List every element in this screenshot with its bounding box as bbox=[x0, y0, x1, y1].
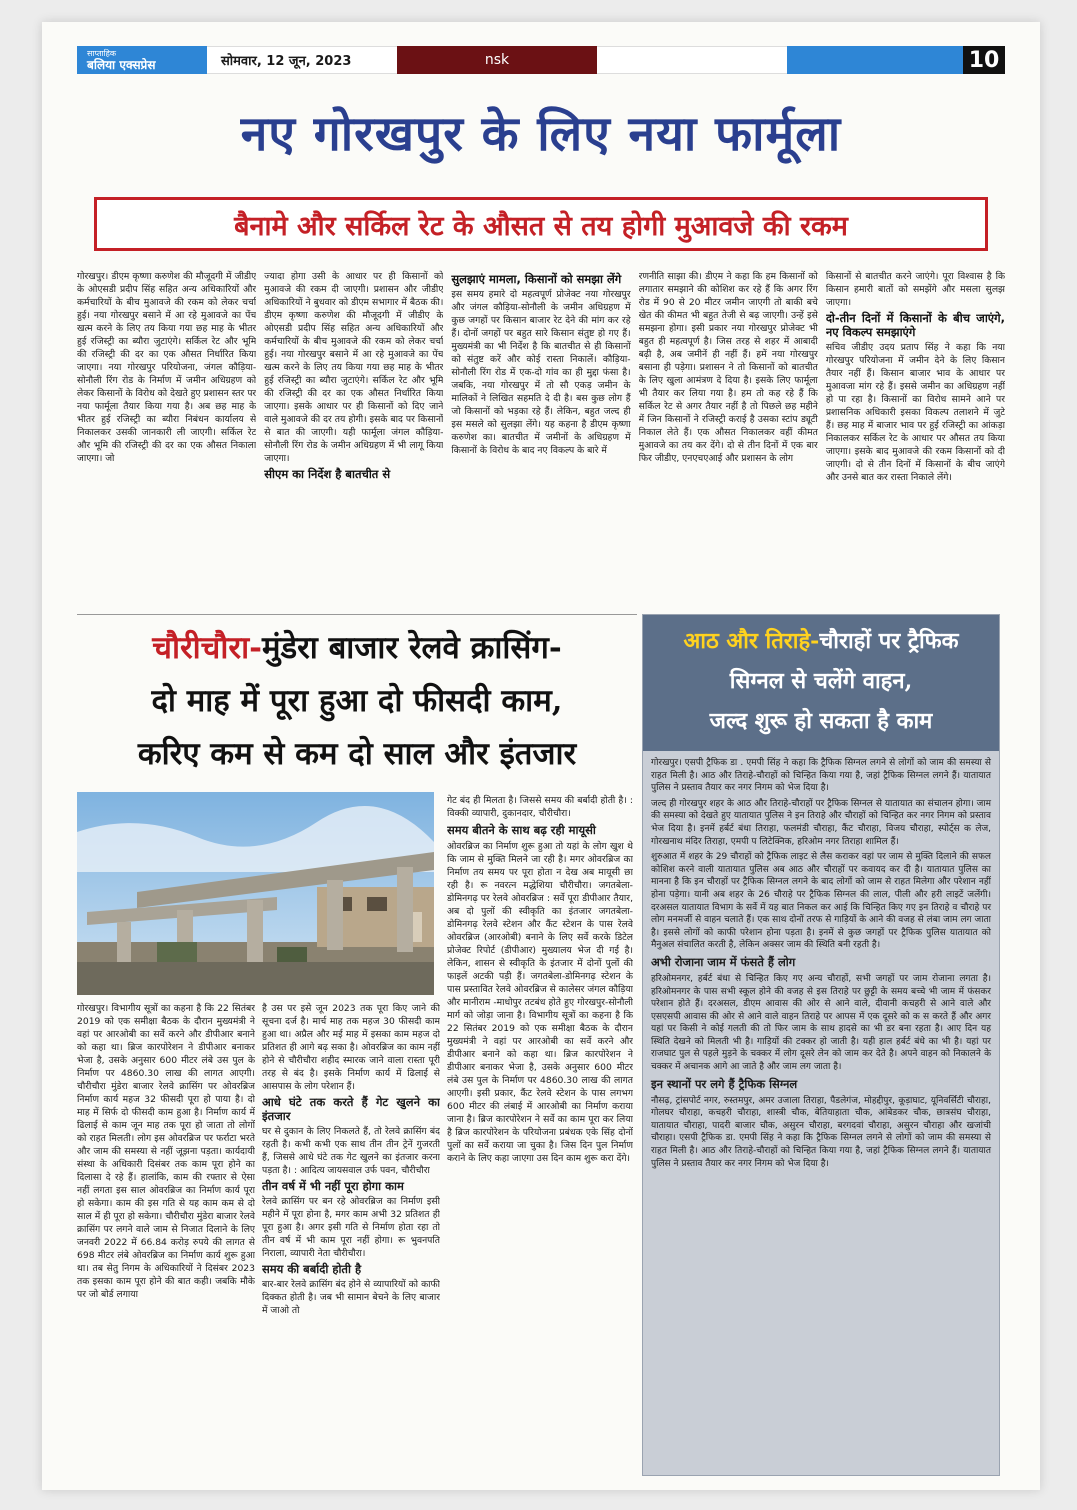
masthead bbox=[77, 46, 1005, 74]
masthead-band bbox=[787, 46, 963, 74]
story2-headline-line3: करिए कम से कम दो साल और इंतजार bbox=[137, 736, 577, 772]
story2-col3-text-b: ओवरब्रिज का निर्माण शुरू हुआ तो यहां के लोग खुश थे कि जाम से मुक्ति मिलने जा रही है। मगर ओवरब्रिज का निर्माण तय समय पर पूरा होता न देख अब मायूसी छा रही है। रू नवरत्न मद्धेशिया चौरीचौरा। जगतबेला- डोमिनगढ़ पर रेलवे ओवरब्रिज : सर्वे पूरा डीपीआर तैयार, अब दो पुलों की स्वीकृति का इंतजार जगतबेला-डोमिनगढ़ रेलवे स्टेशन और कैंट स्टेशन के पास रेलवे ओवरब्रिज (आरओबी) बनाने के लिए सर्वे करके डिटेल प्रोजेक्ट रिपोर्ट (डीपीआर) मुख्यालय भेज दी गई है। लेकिन, शासन से स्वीकृति के इंतजार में दोनों पुलों की फाइलें अटकी पड़ी हैं। जगतबेला-डोमिनगढ़ स्टेशन के पास प्रस्तावित रेलवे ओवरब्रिज से कालेसर जंगल कौड़िया और मानीराम -माधोपुर तटबंध होते हुए गोरखपुर-सोनौली मार्ग को जोड़ा जाना है। विभागीय सूत्रों का कहना है कि 22 सितंबर 2019 को एक समीक्षा बैठक के दौरान मुख्यमंत्री ने वहां पर आरओबी का सर्वे करने और डीपीआर बनाने को कहा था। ब्रिज कारपोरेशन ने डीपीआर बनाकर भेजा है, उसके अनुसार 600 मीटर लंबे उस पुल के निर्माण पर 4860.30 लाख की लागत आएगी। इसी प्रकार, कैंट रेलवे स्टेशन के पास लगभग 600 मीटर की लंबाई में आरओबी का निर्माण कराया जाना है। ब्रिज कारपोरेशन ने सर्वे का काम पूरा कर लिया है ब्रिज कारपोरेशन के परियोजना प्रबंधक एके सिंह दोनों पुलों का सर्वे कराया जा चुका है। जिस दिन पुल निर्माण कराने के लिए कहा जाएगा उस दिन काम शुरू करा देंगे। bbox=[447, 841, 633, 1164]
story1-col5-text-a: किसानों से बातचीत करने जाएंगे। पूरा विश्वास है कि किसान हमारी बातों को समझेंगे और मसला सुलझ जाएगा। bbox=[825, 271, 1006, 308]
masthead-spacer bbox=[597, 46, 787, 74]
story2-headline-line1: मुंडेरा बाजार रेलवे क्रासिंग- bbox=[261, 630, 562, 666]
story2-headline-red: चौरीचौरा- bbox=[152, 630, 262, 666]
story1-col5-heading: दो-तीन दिनों में किसानों के बीच जाएंगे, नए विकल्प समझाएंगे bbox=[825, 311, 1006, 339]
page-number: 10 bbox=[963, 46, 1005, 74]
story2-col2-text-b: घर से दुकान के लिए निकलते हैं, तो रेलवे क्रासिंग बंद रहती है। कभी कभी एक साथ तीन तीन ट्रेनें गुजरती हैं, जिससे आधे घंटे तक गेट खुलने का इंतजार करना पड़ता है। : आदित्य जायसवाल उर्फ पवन, चौरीचौरा bbox=[262, 1126, 440, 1176]
story2-col2-text-d: बार-बार रेलवे क्रासिंग बंद होने से व्यापारियों को काफी दिक्कत होती है। जब भी सामान बेचने के लिए बाजार में जाओ तो bbox=[262, 1279, 440, 1316]
traffic-signal-story-box bbox=[642, 614, 1000, 1476]
story2-col2-text-c: रेलवे क्रासिंग पर बन रहे ओवरब्रिज का निर्माण इसी महीने में पूरा होना है, मगर काम अभी 32 प्रतिशत ही पूरा हुआ है। अगर इसी गति से निर्माण होता रहा तो तीन वर्ष में भी काम पूरा नहीं होगा। रू भुवनपति निराला, व्यापारी नेता चौरीचौरा। bbox=[262, 1196, 440, 1259]
story1-col4-text: रणनीति साझा की। डीएम ने कहा कि हम किसानों को लगातार समझाने की कोशिश कर रहे हैं कि अगर रिंग रोड में 90 से 20 मीटर जमीन जाएगी तो बाकी बचे खेत की कीमत भी बहुत तेजी से बढ़ जाएगी। उन्हें इसे समझना होगा। इसी प्रकार नया गोरखपुर प्रोजेक्ट भी बहुत ही महत्वपूर्ण है। जिस तरह से शहर में आबादी बढ़ी है, अब जमीनें ही नहीं हैं। हमें नया गोरखपुर बसाना ही पड़ेगा। प्रशासन ने तो किसानों को बातचीत के लिए खुला आमंत्रण दे दिया है। इसके लिए फार्मूला भी तैयार कर लिया गया है। हम तो कह रहे हैं कि सर्किल रेट से अगर तैयार नहीं है तो पिछले छह महीने में जिन किसानों ने रजिस्ट्री कराई है उसका स्टांप ड्यूटी निकाल लेते हैं। एक औसत निकालकर वहीं कीमत मुआवजे का तय कर देंगे। दो से तीन दिनों में एक बार फिर जीडीए, एनएचएआई और प्रशासन के लोग bbox=[638, 271, 818, 464]
story1-col1-text: गोरखपुर। डीएम कृष्णा करुणेश की मौजूदगी में जीडीए के ओएसडी प्रदीप सिंह सहित अन्य अधिकारियों और कर्मचारियों के बीच मुआवजे की रकम को लेकर चर्चा हुई। नया गोरखपुर बसाने में आ रहे मुआवजे का पेंच खत्म करने के लिए तय किया गया छह माह के भीतर हुई रजिस्ट्री का ब्यौरा जुटाएंगे। सर्किल रेट और भूमि की रजिस्ट्री की दर का एक औसत निर्धारित किया जाएगा। नया गोरखपुर परियोजना, जंगल कौड़िया-सोनौली रिंग रोड के निर्माण में जमीन अधिग्रहण को लेकर किसानों के विरोध को देखते हुए प्रशासन स्तर पर नया फार्मूला तैयार किया गया है। अब छह माह के भीतर हुई रजिस्ट्री का ब्यौरा निबंधन कार्यालय से निकालकर उसकी जानकारी ली जाएगी। सर्किल रेट और भूमि की रजिस्ट्री की दर का एक औसत निकाला जाएगा। जो bbox=[77, 271, 257, 464]
story2-col3-heading: समय बीतने के साथ बढ़ रही मायूसी bbox=[447, 823, 596, 837]
newspaper-logo bbox=[77, 46, 207, 74]
story1-col3-text: इस समय हमारे दो महत्वपूर्ण प्रोजेक्ट नया गोरखपुर और जंगल कौड़िया-सोनौली के जमीन अधिग्रहण में कुछ जगहों पर किसान बाजार रेट देने की मांग कर रहे हैं। दोनों जगहों पर बहुत सारे किसान संतुष्ट हो गए हैं। मुख्यमंत्री का भी निर्देश है कि बातचीत से ही किसानों को संतुष्ट करें और कोई रास्ता निकालें। कौड़िया-सोनौली रिंग रोड में एक-दो गांव का ही मुद्दा फंसा है। जबकि, नया गोरखपुर में तो सौ एकड़ जमीन के मालिकों ने लिखित सहमति दे दी है। बस कुछ लोग हैं जो किसानों को भड़का रहे हैं। लेकिन, बहुत जल्द ही इस मसले को सुलझा लेंगे। यह कहना है डीएम कृष्णा करुणेश का। बातचीत में जमीनों के अधिग्रहण में किसानों के विरोध के बाद नए विकल्प के बारे में bbox=[451, 289, 631, 456]
story1-column-4 bbox=[639, 270, 818, 608]
newspaper-page bbox=[42, 22, 1040, 1490]
logo-tagline: साप्ताहिक bbox=[87, 48, 117, 58]
story2-col2-text-a: है उस पर इसे जून 2023 तक पूरा किए जाने की सूचना दर्ज है। मार्च माह तक महज 30 फीसदी काम हुआ था। अप्रैल और मई माह में इसका काम महज दो प्रतिशत ही आगे बढ़ सका है। ओवरब्रिज का काम नहीं होने से चौरीचौरा शहीद स्मारक जाने वाला रास्ता पूरी तरह से बंद है। इसके निर्माण कार्य में ढिलाई से आसपास के लोग परेशान हैं। bbox=[262, 1003, 440, 1092]
story3-headline-1: चौराहों पर ट्रैफिक bbox=[819, 628, 959, 654]
story2-column-3 bbox=[447, 794, 633, 1464]
story1-column-2 bbox=[264, 270, 443, 608]
main-subheadline: बैनामे और सर्किल रेट के औसत से तय होगी मुआवजे की रकम bbox=[94, 197, 988, 251]
story3-para-3: शुरुआत में शहर के 29 चौराहों को ट्रैफिक लाइट से लैस कराकर वहां पर जाम से मुक्ति दिलाने की सफल कोशिश करने वाली यातायात पुलिस अब आठ और चौराहों पर कवायद कर दी है। यातायात पुलिस का मानना है कि इन चौराहों पर ट्रैफिक सिग्नल लगने के बाद लोगों को जाम से राहत मिलेगा और परेशान नहीं होना पड़ेगा। यानी अब शहर के 26 चौराहे पर ट्रैफिक सिग्नल की लाल, पीली और हरी लाइटें जलेंगी। दरअसल यातायात विभाग के सर्वे में यह बात निकल कर आई कि चिन्हित किए गए इन तिराहे व चौराहे पर लोग मनमर्जी से वाहन चलाते हैं। एक साथ दोनों तरफ से गाड़ियों के आने की वजह से लंबा जाम लग जाता है। इससे लोगों को काफी परेशान होना पड़ता है। इनमें से कुछ जगहों पर ट्रैफिक पुलिस यातायात को मैनुअल संचालित करती है, लेकिन अक्सर जाम की स्थिति बनी रहती है। bbox=[651, 852, 991, 951]
story3-headline bbox=[643, 615, 999, 751]
story1-column-3 bbox=[451, 270, 630, 608]
story1-columns bbox=[77, 270, 1005, 608]
edition-label: nsk bbox=[397, 46, 597, 74]
overbridge-photo bbox=[77, 792, 434, 995]
story2-column-1 bbox=[77, 1002, 255, 1472]
story1-col2-heading: सीएम का निर्देश है बातचीत से bbox=[264, 467, 391, 481]
story3-headline-3: जल्द शुरू हो सकता है काम bbox=[709, 708, 933, 734]
story2-headline bbox=[77, 622, 637, 781]
story2-col2-heading-1: आधे घंटे तक करते हैं गेट खुलने का इंतजार bbox=[262, 1095, 440, 1123]
story2-column-2 bbox=[262, 1002, 440, 1472]
story3-para-4: हरिओमनगर, हर्बर्ट बंधा से चिन्हित किए गए अन्य चौराहों, सभी जगहों पर जाम रोजाना लगता है। हरिओमनगर के पास सभी स्कूल होने की वजह से इस तिराहे पर छुट्टी के समय बच्चे भी जाम में फंसकर परेशान होते हैं। दरअसल, डीएम आवास की ओर से आने वाले, दीवानी कचहरी से आने वाले और एसएसपी आवास की ओर से आने वाले वाहन तिराहे पर आपस में एक दूसरे को क स करते हैं और अगर यहां पर किसी ने कोई गलती की तो फिर जाम के साथ हादसे का भी डर बना रहता है। आए दिन यह स्थिति देखने को मिलती भी है। गाड़ियों की टक्कर हो जाती है। यही हाल हर्बर्ट बंधे का भी है। यहां पर राजघाट पुल से पहले मुड़ने के चक्कर में लोग दूसरे लेन को जाम कर देते है। अपने वाहन को निकालने के चक्कर में अचानक आगे आ जाते है और जाम लग जाता है। bbox=[651, 973, 991, 1073]
story1-column-1 bbox=[77, 270, 256, 608]
story1-col3-heading: सुलझाएं मामला, किसानों को समझा लेंगे bbox=[451, 272, 622, 286]
story2-col2-heading-2: तीन वर्ष में भी नहीं पूरा होगा काम bbox=[262, 1179, 404, 1193]
story3-headline-yellow: आठ और तिराहे- bbox=[683, 628, 820, 654]
story3-heading-2: इन स्थानों पर लगे हैं ट्रैफिक सिग्नल bbox=[651, 1076, 798, 1091]
story2-headline-line2: दो माह में पूरा हुआ दो फीसदी काम, bbox=[151, 683, 563, 719]
section-divider bbox=[77, 614, 637, 615]
story3-heading-1: अभी रोजाना जाम में फंसते हैं लोग bbox=[651, 954, 796, 969]
story3-para-1: गोरखपुर। एसपी ट्रैफिक डा . एमपी सिंह ने कहा कि ट्रैफिक सिग्नल लगने से लोगों को जाम की समस्या से राहत मिली है। आठ और तिराहे-चौराहों को चिन्हित किया गया है, जहां ट्रैफिक सिग्नल लगने हैं। यातायात पुलिस ने प्रस्ताव तैयार कर नगर निगम को भेज दिया है। bbox=[651, 758, 991, 794]
story1-col5-text-b: सचिव जीडीए उदय प्रताप सिंह ने कहा कि नया गोरखपुर परियोजना में जमीन देने के लिए किसान तैयार नहीं हैं। किसान बाजार भाव के आधार पर मुआवजा मांग रहे हैं। इससे जमीन का अधिग्रहण नहीं हो पा रहा है। किसानों का विरोध सामने आने पर प्रशासनिक अधिकारी इसका विकल्प तलाशने में जुटे हैं। छह माह में बाजार भाव पर हुई रजिस्ट्री का आंकड़ा निकालकर सर्किल रेट के आधार पर औसत तय किया जाएगा। इसके बाद मुआवजे की रकम किसानों को दी जाएगी। दो से तीन दिनों में किसानों के बीच जाएंगे और उनसे बात कर रास्ता निकाले लेंगे। bbox=[825, 342, 1006, 483]
story2-col2-heading-3: समय की बर्बादी होती है bbox=[262, 1262, 362, 1276]
story1-column-5 bbox=[826, 270, 1005, 608]
story2-col3-text-a: गेट बंद ही मिलता है। जिससे समय की बर्बादी होती है। : विक्की व्यापारी, दुकानदार, चौरीचौरा। bbox=[447, 795, 633, 819]
story1-col2-text: ज्यादा होगा उसी के आधार पर ही किसानों को मुआवजे की रकम दी जाएगी। प्रशासन और जीडीए अधिकारियों ने बुधवार को डीएम सभागार में बैठक की। डीएम कृष्णा करुणेश की मौजूदगी में जीडीए के ओएसडी प्रदीप सिंह सहित अन्य अधिकारियों और कर्मचारियों के बीच मुआवजे की रकम को लेकर चर्चा हुई। नया गोरखपुर बसाने में आ रहे मुआवजे का पेंच खत्म करने के लिए तय किया गया छह माह के भीतर हुई रजिस्ट्री का ब्यौरा जुटाएंगे। सर्किल रेट और भूमि की रजिस्ट्री की दर का एक औसत निर्धारित किया जाएगा। इसके आधार पर ही किसानों को दिए जाने वाले मुआवजे की दर तय होगी। इसके बाद पर किसानों से बात की जाएगी। यही फार्मूला जंगल कौड़िया-सोनौली रिंग रोड के जमीन अधिग्रहण में भी लागू किया जाएगा। bbox=[264, 271, 444, 464]
logo-name: बलिया एक्सप्रेस bbox=[87, 57, 156, 72]
story3-body bbox=[643, 751, 999, 1179]
main-headline: नए गोरखपुर के लिए नया फार्मूला bbox=[240, 106, 842, 162]
story3-headline-2: सिग्नल से चलेंगे वाहन, bbox=[729, 668, 913, 694]
story3-para-5: नौसढ़, ट्रांसपोर्ट नगर, रुस्तमपुर, अमर उजाला तिराहा, पैडलेगंज, मोहद्दीपुर, कूड़ाघाट, यूनिवर्सिटी चौराहा, गोलघर चौराहा, कचहरी चौराहा, शास्त्री चौक, बेतियाहाता चौक, आंबेडकर चौक, छात्रसंघ चौराहा, यातायात चौराहा, पादरी बाजार चौक, असुरन चौराहा, बरगदवां चौराहा, असुरन चौराहा और खजांची चौराहा। एसपी ट्रैफिक डा. एमपी सिंह ने कहा कि ट्रैफिक सिग्नल लगने से लोगों को जाम की समस्या से राहत मिली है। आठ और तिराहे-चौराहों को चिन्हित किया गया है, जहां ट्रैफिक सिग्नल लगने हैं। यातायात पुलिस ने प्रस्ताव तैयार कर नगर निगम को भेज दिया है। bbox=[651, 1095, 991, 1169]
story3-para-2: जल्द ही गोरखपुर शहर के आठ और तिराहे-चौराहों पर ट्रैफिक सिग्नल से यातायात का संचालन होगा। जाम की समस्या को देखते हुए यातायात पुलिस ने इन तिराहे और चौराहों को चिन्हित कर नगर निगम को प्रस्ताव भेज दिया है। इनमें हर्बर्ट बंधा तिराहा, फलमंडी चौराहा, कैंट चौराहा, विजय चौराहा, स्पोर्ट्स क लेज, गोरखनाथ मंदिर तिराहा, एमपी प लिटेक्निक, हरिओम नगर तिराहा शामिल हैं। bbox=[651, 798, 991, 847]
issue-date: सोमवार, 12 जून, 2023 bbox=[207, 46, 397, 74]
story2-col1-text: गोरखपुर। विभागीय सूत्रों का कहना है कि 22 सितंबर 2019 को एक समीक्षा बैठक के दौरान मुख्यमंत्री ने वहां पर आरओबी का सर्वे करने और डीपीआर बनाने को कहा था। ब्रिज कारपोरेशन ने डीपीआर बनाकर भेजा है, उसके अनुसार 600 मीटर लंबे उस पुल के निर्माण पर 4860.30 लाख की लागत आएगी। चौरीचौरा मुंडेरा बाजार रेलवे क्रासिंग पर ओवरब्रिज निर्माण कार्य महज 32 फीसदी पूरा हो पाया है। दो माह में सिर्फ दो फीसदी काम हुआ है। निर्माण कार्य में ढिलाई से काम जून माह तक पूरा हो जाता तो लोगों को राहत मिलती। लोग इस ओवरब्रिज पर फर्राटा भरते और जाम की समस्या से नहीं जूझना पड़ता। कार्यदायी संस्था के अधिकारी दिसंबर तक काम पूरा होने का दिलासा दे रहे हैं। हालांकि, काम की रफ्तार से ऐसा नहीं लगता इस साल ओवरब्रिज का निर्माण कार्य पूरा हो सकेगा। काम की इस गति से यह काम कम से दो साल में ही पूरा हो सकेगा। चौरीचौरा मुंडेरा बाजार रेलवे क्रासिंग पर लगने वाले जाम से निजात दिलाने के लिए जनवरी 2022 में 66.84 करोड़ रुपये की लागत से 698 मीटर लंबे ओवरब्रिज का निर्माण कार्य शुरू हुआ था। तब सेतु निगम के अधिकारियों ने दिसंबर 2023 तक इसका काम पूरा होने की बात कही। जबकि मौके पर जो बोर्ड लगाया bbox=[77, 1003, 255, 1300]
